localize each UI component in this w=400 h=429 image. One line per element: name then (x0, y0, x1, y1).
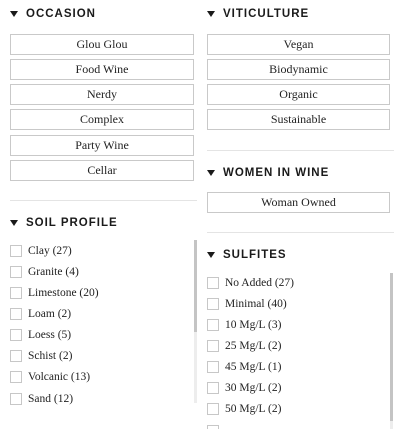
occasion-option-complex[interactable]: Complex (10, 109, 194, 130)
caret-down-icon (207, 11, 215, 17)
checkbox[interactable] (10, 393, 22, 405)
viticulture-option-vegan[interactable]: Vegan (207, 34, 390, 55)
soil-option-limestone[interactable] (10, 285, 99, 301)
sulfites-option-45[interactable] (207, 359, 281, 375)
viticulture-option-organic[interactable]: Organic (207, 84, 390, 105)
sulfites-option-25[interactable] (207, 338, 281, 354)
sulfites-option-30[interactable] (207, 380, 281, 396)
soil-option-volcanic[interactable] (10, 369, 90, 385)
checkbox[interactable] (10, 371, 22, 383)
viticulture-title: VITICULTURE (223, 8, 310, 20)
occasion-title: OCCASION (26, 8, 96, 20)
soil-option-label: Loess (5) (28, 329, 72, 341)
sulfites-title: SULFITES (223, 249, 287, 261)
occasion-header[interactable] (10, 6, 96, 22)
soil-option-clay[interactable] (10, 243, 72, 259)
sulfites-header[interactable] (207, 247, 287, 263)
soil-option-label: Limestone (20) (28, 287, 99, 299)
sulfites-option-50[interactable] (207, 401, 281, 417)
soil-option-sand[interactable] (10, 391, 73, 407)
soil-option-label: Clay (27) (28, 245, 72, 257)
viticulture-header[interactable] (207, 6, 309, 22)
sulfites-option-cutoff[interactable] (207, 423, 225, 429)
checkbox[interactable] (207, 403, 219, 415)
soil-option-loess[interactable] (10, 327, 71, 343)
women-in-wine-option-woman-owned[interactable]: Woman Owned (207, 192, 390, 213)
women-in-wine-header[interactable] (207, 165, 329, 181)
women-in-wine-section (207, 165, 393, 215)
sulfites-option-label: 25 Mg/L (2) (225, 340, 282, 352)
soil-option-label: Loam (2) (28, 308, 72, 320)
sulfites-scrollbar[interactable] (390, 273, 393, 429)
caret-down-icon (10, 11, 18, 17)
sulfites-option-label: 30 Mg/L (2) (225, 382, 282, 394)
checkbox[interactable] (10, 350, 22, 362)
occasion-option-glou-glou[interactable]: Glou Glou (10, 34, 194, 55)
soil-option-schist[interactable] (10, 348, 72, 364)
soil-profile-scrollbar[interactable] (194, 240, 197, 403)
divider (10, 200, 197, 201)
checkbox[interactable] (10, 308, 22, 320)
sulfites-section (207, 247, 397, 429)
viticulture-section (207, 6, 393, 136)
sulfites-option-minimal[interactable] (207, 296, 287, 312)
occasion-section (10, 6, 196, 186)
checkbox[interactable] (207, 425, 219, 429)
divider (207, 232, 394, 233)
checkbox[interactable] (10, 266, 22, 278)
viticulture-option-sustainable[interactable]: Sustainable (207, 109, 390, 130)
soil-option-label: Volcanic (13) (28, 371, 91, 383)
checkbox[interactable] (10, 245, 22, 257)
viticulture-option-biodynamic[interactable]: Biodynamic (207, 59, 390, 80)
checkbox[interactable] (207, 298, 219, 310)
checkbox[interactable] (10, 287, 22, 299)
occasion-option-cellar[interactable]: Cellar (10, 160, 194, 181)
sulfites-option-label: Minimal (40) (225, 298, 287, 310)
soil-profile-title: SOIL PROFILE (26, 217, 118, 229)
sulfites-option-10[interactable] (207, 317, 281, 333)
sulfites-option-label: 10 Mg/L (3) (225, 319, 282, 331)
checkbox[interactable] (207, 277, 219, 289)
soil-profile-section (10, 215, 200, 429)
sulfites-option-label: No Added (27) (225, 277, 294, 289)
women-in-wine-title: WOMEN IN WINE (223, 167, 330, 179)
caret-down-icon (207, 170, 215, 176)
caret-down-icon (207, 252, 215, 258)
occasion-option-nerdy[interactable]: Nerdy (10, 84, 194, 105)
checkbox[interactable] (207, 361, 219, 373)
sulfites-option-no-added[interactable] (207, 275, 294, 291)
soil-option-granite[interactable] (10, 264, 79, 280)
soil-profile-header[interactable] (10, 215, 118, 231)
scrollbar-thumb[interactable] (194, 240, 197, 332)
checkbox[interactable] (207, 319, 219, 331)
scrollbar-thumb[interactable] (390, 273, 393, 421)
soil-option-loam[interactable] (10, 306, 71, 322)
caret-down-icon (10, 220, 18, 226)
soil-option-label: Granite (4) (28, 266, 79, 278)
occasion-option-food-wine[interactable]: Food Wine (10, 59, 194, 80)
soil-option-label: Sand (12) (28, 393, 74, 405)
soil-option-label: Schist (2) (28, 350, 73, 362)
checkbox[interactable] (207, 340, 219, 352)
checkbox[interactable] (207, 382, 219, 394)
checkbox[interactable] (10, 329, 22, 341)
sulfites-option-label: 45 Mg/L (1) (225, 361, 282, 373)
sulfites-option-label: 50 Mg/L (2) (225, 403, 282, 415)
divider (207, 150, 394, 151)
occasion-option-party-wine[interactable]: Party Wine (10, 135, 194, 156)
